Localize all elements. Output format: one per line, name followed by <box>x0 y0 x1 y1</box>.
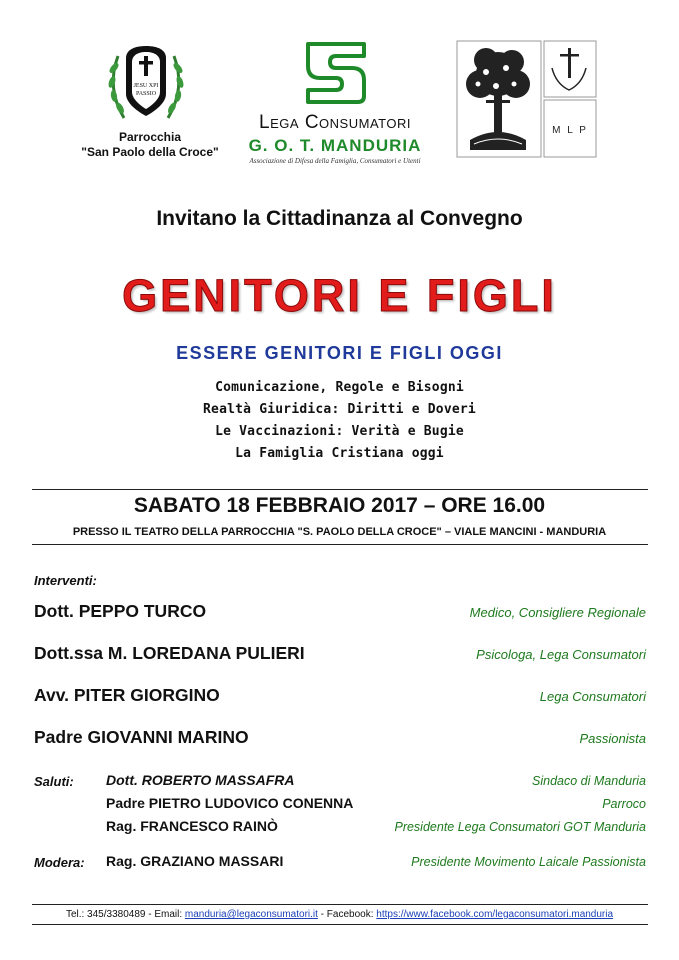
event-venue: PRESSO IL TEATRO DELLA PARROCCHIA "S. PAOLO DELLA CROCE" – VIALE MANCINI - MANDURIA <box>72 526 607 538</box>
parish-emblem-logo <box>104 38 188 124</box>
saluti-name: Rag. FRANCESCO RAINÒ <box>106 818 278 834</box>
topic-item: La Famiglia Cristiana oggi <box>235 446 444 461</box>
saluti-role: Presidente Lega Consumatori GOT Manduria <box>394 820 646 834</box>
topics-list <box>0 377 679 465</box>
speaker-role: Psicologa, Lega Consumatori <box>476 647 646 662</box>
topic-item: Realtà Giuridica: Diritti e Doveri <box>203 402 476 417</box>
footer-contacts <box>0 909 679 920</box>
event-date: SABATO 18 FEBBRAIO 2017 – ORE 16.00 <box>133 494 546 517</box>
moderator-name: Rag. GRAZIANO MASSARI <box>106 853 284 869</box>
footer-facebook-label: - Facebook: <box>317 909 377 920</box>
mlp-logo <box>456 40 598 158</box>
speaker-name: Dott. PEPPO TURCO <box>34 601 207 621</box>
modera-label: Modera: <box>34 855 85 870</box>
topic-item: Le Vaccinazioni: Verità e Bugie <box>215 424 464 439</box>
saluti-label: Saluti: <box>34 774 74 789</box>
speaker-name: Dott.ssa M. LOREDANA PULIERI <box>34 643 305 663</box>
saluti-role: Parroco <box>602 797 646 811</box>
speaker-role: Passionista <box>579 731 646 746</box>
saluti-name: Dott. ROBERTO MASSAFRA <box>106 772 295 788</box>
parish-name <box>60 130 240 160</box>
parish-name-line1: Parrocchia <box>118 130 182 144</box>
footer-divider-bottom <box>32 924 648 925</box>
lega-got-manduria: G. O. T. MANDURIA <box>248 136 422 155</box>
saluti-role: Sindaco di Manduria <box>532 774 646 788</box>
saluti-name: Padre PIETRO LUDOVICO CONENNA <box>106 795 354 811</box>
divider-bottom <box>32 544 648 545</box>
svg-text:JESU XPI: JESU XPI <box>133 83 159 89</box>
mlp-label: M L P <box>552 125 588 136</box>
lega-subtitle: Associazione di Difesa della Famiglia, Consumatori e Utenti <box>249 157 421 165</box>
footer-divider-top <box>32 904 648 905</box>
invite-heading: Invitano la Cittadinanza al Convegno <box>156 207 523 230</box>
speaker-name: Padre GIOVANNI MARINO <box>34 727 249 747</box>
event-title: GENITORI E FIGLI <box>122 270 557 321</box>
parish-name-line2: "San Paolo della Croce" <box>81 145 219 159</box>
topic-item: Comunicazione, Regole e Bisogni <box>215 380 464 395</box>
lega-consumatori-logo <box>300 36 372 108</box>
speaker-name: Avv. PITER GIORGINO <box>34 685 220 705</box>
lega-name: Lega Consumatori <box>259 112 411 133</box>
speaker-role: Medico, Consigliere Regionale <box>469 605 646 620</box>
interventi-label: Interventi: <box>34 573 97 588</box>
svg-text:PASSIO: PASSIO <box>135 91 157 97</box>
speaker-role: Lega Consumatori <box>539 689 646 704</box>
divider-top <box>32 489 648 490</box>
moderator-role: Presidente Movimento Laicale Passionista <box>411 855 646 869</box>
event-subtitle: ESSERE GENITORI E FIGLI OGGI <box>176 343 503 363</box>
footer-tel: Tel.: 345/3380489 - Email: <box>65 909 185 920</box>
footer-email-link[interactable]: manduria@legaconsumatori.it <box>184 909 318 920</box>
footer-facebook-link[interactable]: https://www.facebook.com/legaconsumatori.manduria <box>376 909 614 920</box>
